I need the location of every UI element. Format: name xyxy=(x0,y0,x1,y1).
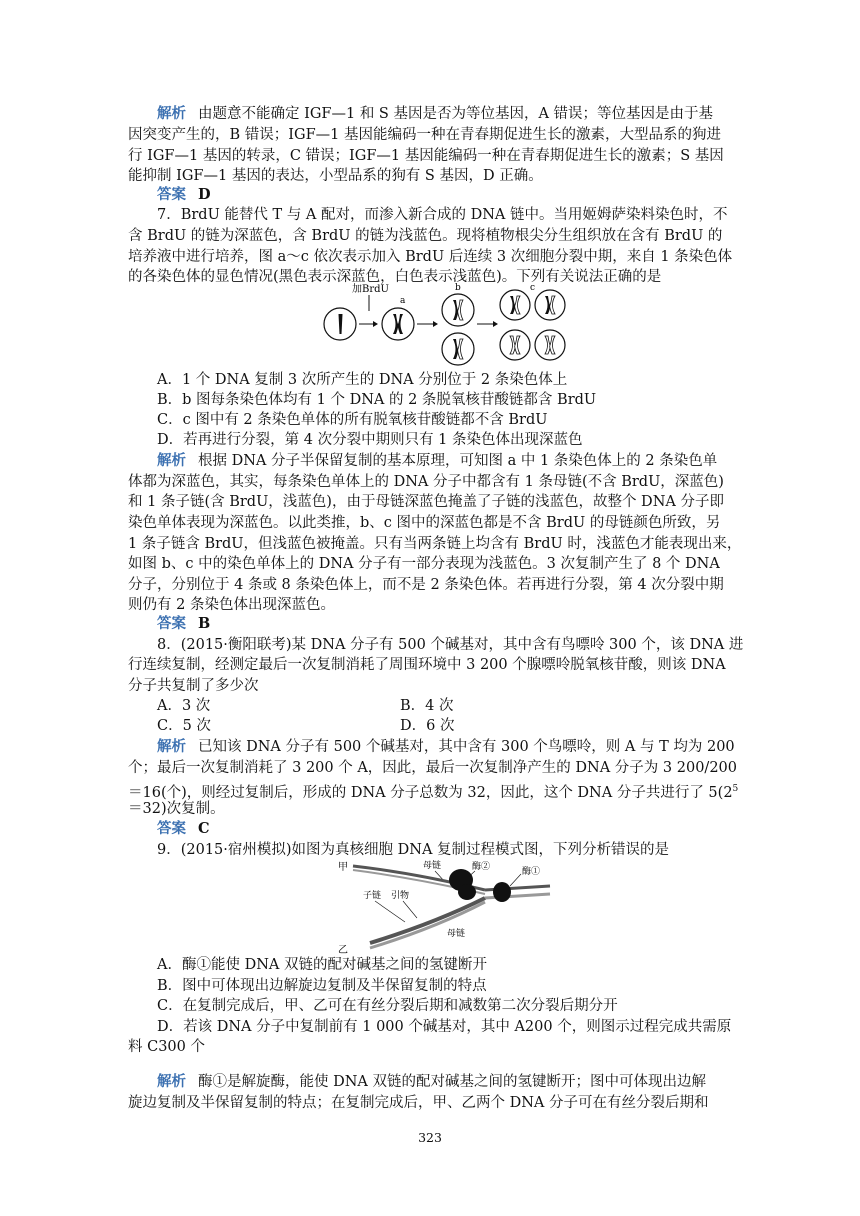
q6-analysis-line-4: 能抑制 IGF—1 基因的表达，小型品系的狗有 S 基因，D 正确。 xyxy=(128,168,543,184)
answer-value: C xyxy=(198,820,210,837)
chromosome-c-4 xyxy=(545,336,555,354)
q9-option-c: C．在复制完成后，甲、乙可在有丝分裂后期和减数第二次分裂后期分开 xyxy=(157,998,618,1014)
q9-dna-replication-figure xyxy=(335,858,555,958)
q6-analysis-line-2: 因突变产生的，B 错误；IGF—1 基因能编码一种在青春期促进生长的激素，大型品系的狗进 xyxy=(128,127,721,143)
q7-option-a: A．1 个 DNA 复制 3 次所产生的 DNA 分别位于 2 条染色体上 xyxy=(157,372,568,388)
page-number: 323 xyxy=(418,1130,442,1145)
q8-analysis-line-2: 个；最后一次复制消耗了 3 200 个 A，因此，最后一次复制净产生的 DNA 分子为 3 200/200 xyxy=(128,760,737,776)
q7-analysis-line-7: 分子，分别位于 4 条或 8 条染色体上，而不是 2 条染色体。若再进行分裂，第 4 次分裂中期 xyxy=(128,577,724,593)
analysis-label: 解析 xyxy=(157,452,186,469)
q8-answer xyxy=(157,819,210,839)
q7-stem-line-2: 含 BrdU 的链为深蓝色，含 BrdU 的链为浅蓝色。现将植物根尖分生组织放在含有 BrdU 的 xyxy=(128,228,723,244)
q6-analysis-line-1: 解析 由题意不能确定 IGF—1 和 S 基因是否为等位基因，A 错误；等位基因是由于基 xyxy=(157,105,714,122)
answer-value: D xyxy=(198,186,211,203)
label-b: b xyxy=(455,283,461,293)
q7-stem-line-1: 7．BrdU 能替代 T 与 A 配对，而渗入新合成的 DNA 链中。当用姬姆萨染料染色时，不 xyxy=(157,207,728,223)
q7-option-c: C．c 图中有 2 条染色单体的所有脱氧核苷酸链都不含 BrdU xyxy=(157,412,548,428)
label-c: c xyxy=(530,283,536,293)
chromosome-b-bottom xyxy=(453,339,463,359)
q7-analysis-line-3: 和 1 条子链(含 BrdU，浅蓝色)，由于母链深蓝色掩盖了子链的浅蓝色，故整个 DNA 分子即 xyxy=(128,494,724,510)
q8-option-b: B．4 次 xyxy=(400,698,454,714)
q9-option-d-line-2: 料 C300 个 xyxy=(128,1039,205,1055)
q9-analysis-line-1: 解析 酶①是解旋酶，能使 DNA 双链的配对碱基之间的氢键断开；图中可体现出边解 xyxy=(157,1073,706,1090)
add-brdu-label: 加BrdU xyxy=(352,284,389,295)
label-jia: 甲 xyxy=(338,862,348,873)
q7-option-d: D．若再进行分裂，第 4 次分裂中期则只有 1 条染色体出现深蓝色 xyxy=(157,432,583,448)
q8-stem-line-3: 分子共复制了多少次 xyxy=(128,678,259,694)
q9-stem: 9．(2015·宿州模拟)如图为真核细胞 DNA 复制过程模式图，下列分析错误的是 xyxy=(157,842,670,858)
label-yinwu: 引物 xyxy=(391,891,410,901)
answer-label: 答案 xyxy=(157,820,186,837)
q8-analysis-line-3: ＝16(个)，则经过复制后，形成的 DNA 分子总数为 32，因此，这个 DNA 分子共进行了 $5(2^5$ xyxy=(128,784,739,801)
lower-strand xyxy=(370,898,485,948)
q7-analysis-line-4: 染色单体表现为深蓝色。以此类推，b、c 图中的深蓝色都是不含 BrdU 的母链颜色所致，另 xyxy=(128,515,721,531)
q7-option-b: B．b 图每条染色体均有 1 个 DNA 的 2 条脱氧核苷酸链都含 BrdU xyxy=(157,392,597,408)
label-yi: 乙 xyxy=(338,945,348,956)
q8-analysis-line-4: ＝32)次复制。 xyxy=(128,801,225,817)
q7-stem-line-4: 的各染色体的显色情况(黑色表示深蓝色，白色表示浅蓝色)。下列有关说法正确的是 xyxy=(128,269,662,285)
q9-option-a: A．酶①能使 DNA 双链的配对碱基之间的氢键断开 xyxy=(157,957,487,973)
chromosome-c-3 xyxy=(510,336,520,354)
q7-analysis-line-2: 体都为深蓝色，其实，每条染色单体上的 DNA 分子中都含有 1 条母链(不含 BrdU，深蓝色) xyxy=(128,474,724,490)
chromosome-c-1 xyxy=(510,296,520,314)
q9-option-d-line-1: D．若该 DNA 分子中复制前有 1 000 个碱基对，其中 A200 个，则图示过程完成共需原 xyxy=(157,1019,732,1035)
q8-stem-line-2: 行连续复制，经测定最后一次复制消耗了周围环境中 3 200 个腺嘌呤脱氧核苷酸，则该 DNA xyxy=(128,657,726,673)
answer-value: B xyxy=(198,615,211,632)
q8-analysis-line-1: 解析 已知该 DNA 分子有 500 个碱基对，其中含有 300 个鸟嘌呤，则 A 与 T 均为 200 xyxy=(157,738,735,755)
q8-option-d: D．6 次 xyxy=(400,718,455,734)
label-enzyme1: 酶① xyxy=(522,867,541,877)
q9-analysis-line-2: 旋边复制及半保留复制的特点；在复制完成后，甲、乙两个 DNA 分子可在有丝分裂后期和 xyxy=(128,1095,709,1111)
chromosome-b-top xyxy=(453,300,463,320)
q7-answer xyxy=(157,614,210,634)
q8-option-a: A．3 次 xyxy=(157,698,211,714)
exponent: 5 xyxy=(732,784,739,794)
answer-label: 答案 xyxy=(157,186,186,203)
q7-stem-line-3: 培养液中进行培养，图 a～c 依次表示加入 BrdU 后连续 3 次细胞分裂中期，来自 1 条染色体 xyxy=(128,249,733,265)
analysis-label: 解析 xyxy=(157,1073,186,1090)
analysis-label: 解析 xyxy=(157,105,186,122)
analysis-label: 解析 xyxy=(157,738,186,755)
q7-analysis-line-6: 如图 b、c 中的染色单体上的 DNA 分子有一部分表现为浅蓝色。3 次复制产生了 8 个 DNA xyxy=(128,556,720,572)
label-mulian-bottom: 母链 xyxy=(447,929,466,939)
q7-analysis-line-8: 则仍有 2 条染色体出现深蓝色。 xyxy=(128,597,335,613)
chromosome-a xyxy=(393,314,403,334)
answer-label: 答案 xyxy=(157,615,186,632)
q7-chromosome-figure xyxy=(310,283,580,373)
q7-analysis-line-5: 1 条子链含 BrdU，但浅蓝色被掩盖。只有当两条链上均含有 BrdU 时，浅蓝色才能表现出来， xyxy=(128,536,742,552)
q6-analysis-line-3: 行 IGF—1 基因的转录，C 错误；IGF—1 基因能编码一种在青春期促进生长的激素；S 基因 xyxy=(128,148,724,164)
q6-answer xyxy=(157,185,211,205)
label-enzyme2: 酶② xyxy=(472,862,491,872)
chromosome-initial xyxy=(339,314,343,334)
label-a: a xyxy=(400,296,406,306)
chromosome-c-2 xyxy=(545,296,555,314)
q8-stem-line-1: 8．(2015·衡阳联考)某 DNA 分子有 500 个碱基对，其中含有鸟嘌呤 300 个，该 DNA 进 xyxy=(157,637,744,653)
q8-option-c: C．5 次 xyxy=(157,718,211,734)
label-mulian-top: 母链 xyxy=(423,861,442,871)
q9-option-b: B．图中可体现出边解旋边复制及半保留复制的特点 xyxy=(157,978,487,994)
q7-analysis-line-1: 解析 根据 DNA 分子半保留复制的基本原理，可知图 a 中 1 条染色体上的 2 条染色单 xyxy=(157,452,718,469)
label-zilian: 子链 xyxy=(363,891,382,901)
enzyme-1-shape xyxy=(493,882,511,902)
